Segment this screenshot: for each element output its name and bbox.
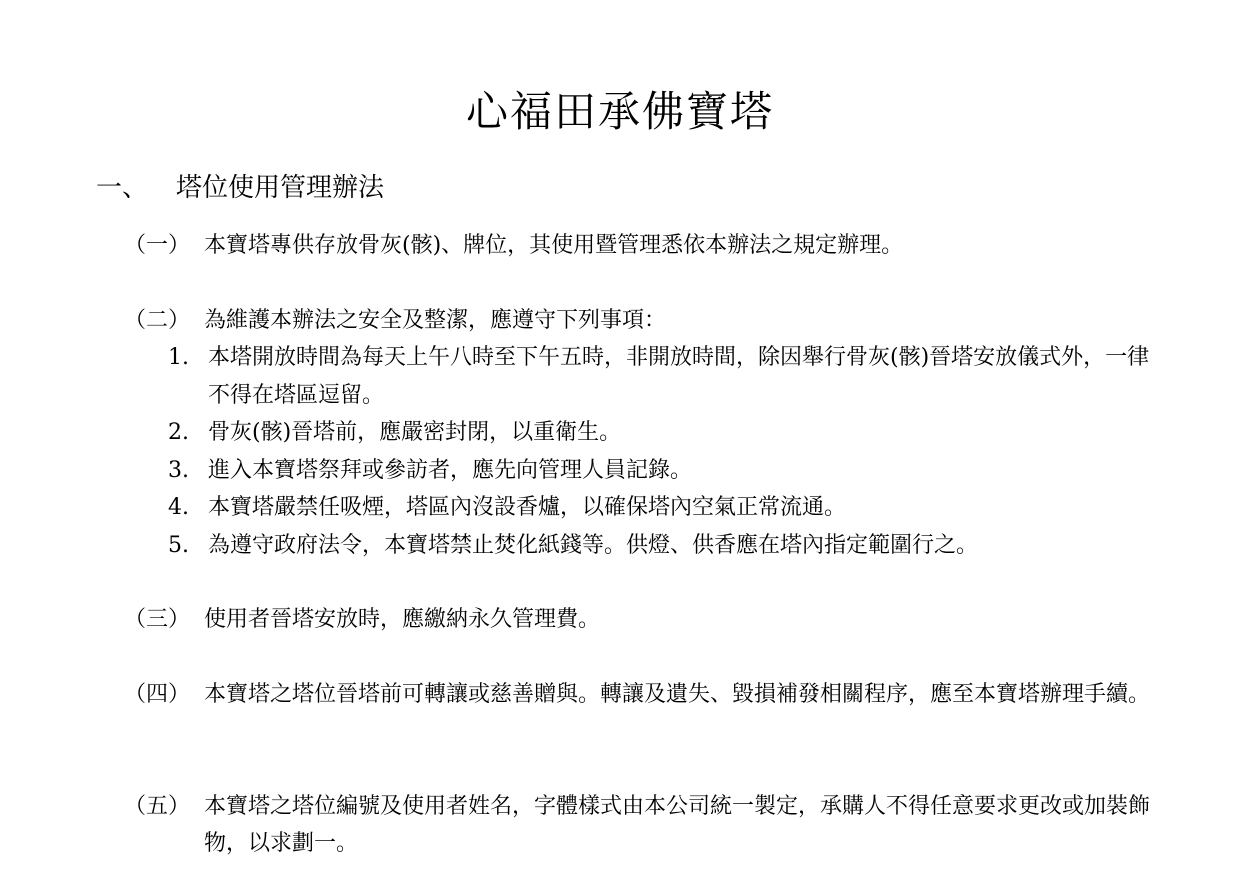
section-title: 塔位使用管理辦法 <box>176 173 385 203</box>
section-number: 一、 <box>96 173 149 203</box>
item-text: 進入本寶塔祭拜或參訪者，應先向管理人員記錄。 <box>208 457 693 483</box>
clause-2 <box>124 302 1164 339</box>
item-number: 3. <box>168 457 189 483</box>
clause-text: 使用者晉塔安放時，應繳納永久管理費。 <box>204 607 601 632</box>
clause-text: 為維護本辦法之安全及整潔，應遵守下列事項： <box>204 308 667 333</box>
clause-5 <box>124 788 1164 862</box>
item-number: 5. <box>168 532 189 558</box>
list-item <box>168 452 1168 490</box>
list-item <box>168 414 1168 452</box>
item-text: 為遵守政府法令，本寶塔禁止焚化紙錢等。供燈、供香應在塔內指定範圍行之。 <box>208 532 979 558</box>
list-item <box>168 527 1168 565</box>
clause-number: （三） <box>124 607 191 632</box>
item-text: 本寶塔嚴禁任吸煙，塔區內沒設香爐，以確保塔內空氣正常流通。 <box>208 495 847 520</box>
list-item <box>168 489 1168 527</box>
document-title: 心福田承佛寶塔 <box>465 87 774 136</box>
item-number: 1. <box>168 345 189 370</box>
list-item <box>168 339 1168 414</box>
item-number: 4. <box>168 495 189 520</box>
clause-4 <box>124 676 1164 713</box>
clause-text: 本寶塔之塔位編號及使用者姓名，字體樣式由本公司統一製定，承購人不得任意要求更改或加裝飾物，以求劃一。 <box>204 794 1151 856</box>
clause-1 <box>124 227 1164 264</box>
clause-number: （二） <box>124 308 191 333</box>
clause-number: （一） <box>124 233 191 258</box>
section-heading <box>96 170 384 206</box>
item-text: 本塔開放時間為每天上午八時至下午五時，非開放時間，除因舉行骨灰(骸)晉塔安放儀式外，一律不得在塔區逗留。 <box>208 345 1150 408</box>
clause-text: 本寶塔之塔位晉塔前可轉讓或慈善贈與。轉讓及遺失、毀損補發相關程序，應至本寶塔辦理手續。 <box>204 682 1151 707</box>
item-text: 骨灰(骸)晉塔前，應嚴密封閉，以重衛生。 <box>208 420 622 445</box>
clause-number: （五） <box>124 794 191 819</box>
clause-number: （四） <box>124 682 191 707</box>
clause-text: 本寶塔專供存放骨灰(骸)、牌位，其使用暨管理悉依本辦法之規定辦理。 <box>204 233 904 258</box>
clause-3 <box>124 601 1164 638</box>
clause-2-item-list <box>168 339 1168 564</box>
item-number: 2. <box>168 420 189 445</box>
